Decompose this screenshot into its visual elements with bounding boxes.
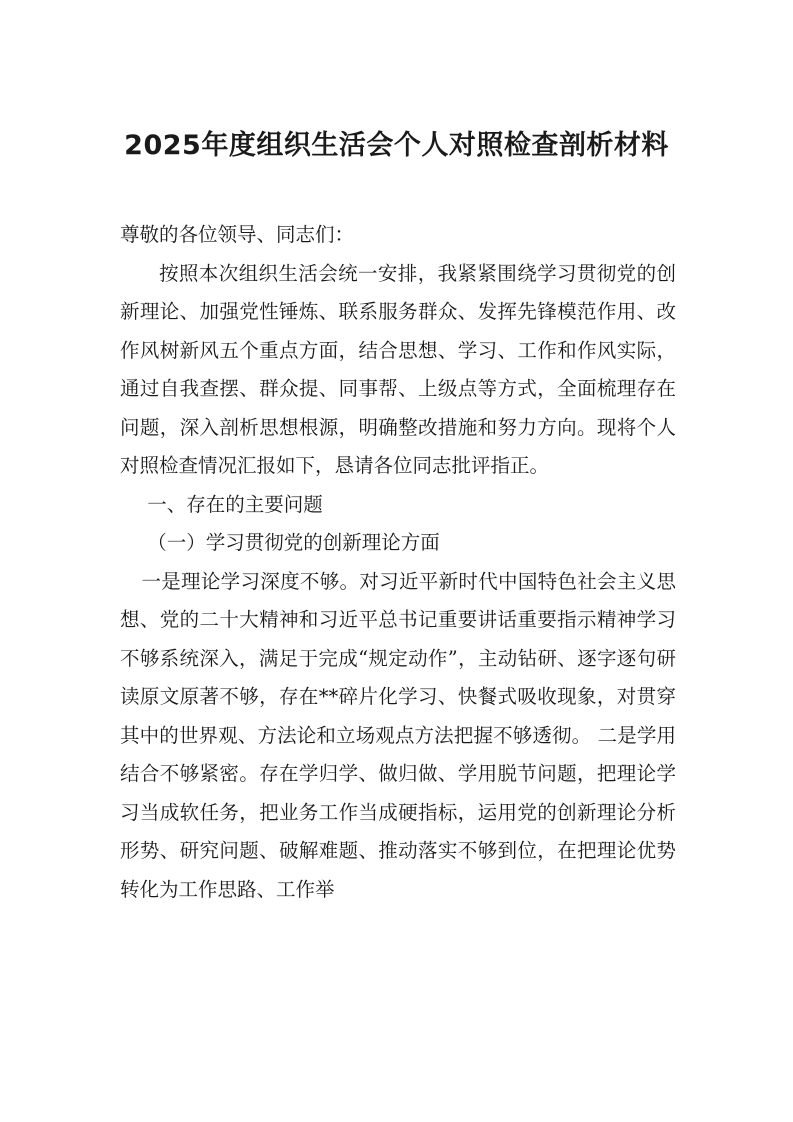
section-heading: 一、存在的主要问题 bbox=[147, 492, 323, 516]
subsection-heading: （一）学习贯彻党的创新理论方面 bbox=[147, 531, 440, 554]
problem-points-paragraph: 一是理论学习深度不够。对习近平新时代中国特色社会主义思想、党的二十大精神和习近平总书记重要讲话重要指示精神学习不够系统深入，满足于完成“规定动作”，主动钻研、逐字逐句研读原文原著不够，存在**碎片化学习、快餐式吸收现象，对贯穿其中的世界观、方法论和立场观点方法把握不够透彻。 二是学用结合不够紧密。存在学归学、做归做、学用脱节问题，把理论学习当成软任务，把业务工作当成硬指标，运用党的创新理论分析形势、研究问题、破解难题、推动落实不够到位，在把理论优势转化为工作思路、工作举 bbox=[120, 569, 676, 901]
document-title: 2025年度组织生活会个人对照检查剖析材料 bbox=[124, 130, 669, 161]
salutation: 尊敬的各位领导、同志们： bbox=[120, 223, 355, 246]
intro-paragraph: 按照本次组织生活会统一安排，我紧紧围绕学习贯彻党的创新理论、加强党性锤炼、联系服务群众、发挥先锋模范作用、改作风树新风五个重点方面，结合思想、学习、工作和作风实际，通过自我查摆、群众提、同事帮、上级点等方式，全面梳理存在问题，深入剖析思想根源，明确整改措施和努力方向。现将个人对照检查情况汇报如下，恳请各位同志批评指正。 bbox=[120, 261, 676, 477]
document-body bbox=[120, 216, 676, 909]
